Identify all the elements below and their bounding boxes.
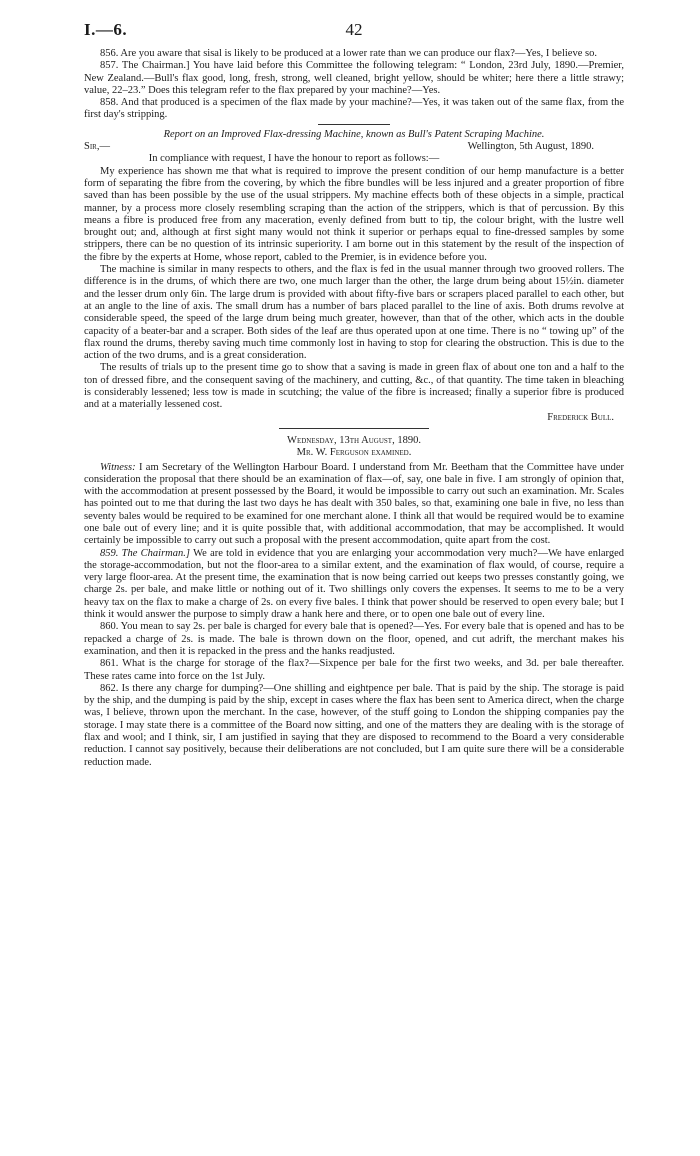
paragraph-lead: 859. The Chairman.] [100, 547, 190, 559]
witness-heading: Mr. W. Ferguson examined. [296, 447, 412, 459]
question-858: 858. And that produced is a specimen of the flax made by your machine?—Yes, it was taken out of the same flax, from the first day's stripping. [84, 97, 624, 121]
page-number: 42 [345, 20, 363, 39]
question-861: 861. What is the charge for storage of the flax?—Sixpence per bale for the first two weeks, and 3d. per bale thereafter. These rates came into force on the 1st July. [84, 658, 624, 682]
question-857: 857. The Chairman.] You have laid before this Committee the following telegram: “ London, 23rd July, 1890.—Premier, New Zealand.—Bull's flax good, long, fresh, strong, well cleaned, bright yellow, should be whiter; here there a little strawy; value, 22–23.” Does this telegram refer to the flax prepared by your machine?—Yes. [84, 60, 624, 96]
report-paragraph: The results of trials up to the present time go to show that a saving is made in green flax of about one ton and a half to the ton of dressed fibre, and the consequent saving of the machinery, and cutting, &c., of that quantity. The time taken in bleaching is considerably lessened; less tow is made in scutching; the value of the fibre is increased; finally a superior fibre is produced and at a materially lessened cost. [84, 362, 624, 411]
report-title: Report on an Improved Flax-dressing Machine, known as Bull's Patent Scraping Machine. [163, 128, 545, 140]
question-862: 862. Is there any charge for dumping?—One shilling and eightpence per bale. That is paid by the ship. The storage is paid by the ship, and the dumping is paid by the ship, except in cases where the flax has been sent to America direct, when the charge was, I believe, thrown upon the merchant. In the case, however, of the stuff going to London the shipping companies pay the storage. I may state there is a committee of the Board now sitting, and one of the matters they are dealing with is the storage of flax and wool; and I think, sir, I am justified in saying that they are disposed to recommend to the Board a very considerable reduction. I cannot say positively, because their deliberations are not concluded, but I am quite sure there will be a considerable reduction made. [84, 682, 624, 768]
question-856: 856. Are you aware that sisal is likely to be produced at a lower rate than we can produce our flax?—Yes, I believe so. [100, 48, 597, 59]
report-paragraph: My experience has shown me that what is required to improve the present condition of our hemp manufacture is a better form of separating the fibre from the covering, by which the fibre bundles will be less injured and a greater proportion of fibre saved than has been possible by the use of the usual strippers. My machine effects both of these objects in a simple, practical manner, by a process more closely resembling scraping than the action of the strippers, which is that of percussion. By this means a fibre is produced free from any maceration, evenly defined from butt to tip, the colour bright, with the lustre well brought out; and, although at first sight many would not think it superior or perhaps equal to fine-dressed samples by some strippers, there can be no question of its intrinsic superiority. I am borne out in this statement by the result of the inspection of the fibre by the experts at Home, whose report, cabled to the Premier, is in evidence before you. [84, 165, 624, 263]
report-paragraph: The machine is similar in many respects to others, and the flax is fed in the usual manner through two grooved rollers. The difference is in the drums, of which there are two, one much larger than the other, the large drum being about 15½in. diameter and the lesser drum only 6in. The large drum is provided with about fifty-five bars or scrapers placed parallel to each other, but at an angle to the line of axis. The small drum has a number of bars placed parallel to the line of axis. Both drums revolve at considerable speed, the speed of the large drum being much greater, however, than that of the other, which acts in the double capacity of a beater-bar and a scraper. Both sides of the leaf are thus operated upon at one time. There is no “ towing up” of the flax round the drums, thereby saving much time commonly lost in having to stop for clearing the obstruction. This is due to the action of the two drums, and is a great consideration. [84, 264, 624, 362]
report-intro: In compliance with request, I have the honour to report as follows:— [148, 153, 440, 165]
paragraph-text: I am Secretary of the Wellington Harbour Board. I understand from Mr. Beetham that the Committee have under consideration the proposal that there should be an examination of flax—of, say, one bale in five. I am strongly of opinion that, with the accommodation at present possessed by the Board, it would be impossible to carry out such an examination. Mr. Scales has pointed out to me that during the last two days he has dealt with 350 bales, so that, examining one bale in five, no less than seventy bales would be required to be examined for one merchant alone. I think all that would be required would be to examine one bale out of every line; and it is quite possible that, with additional accommodation, that may be accomplished. It would certainly be impossible to carry out such a proposal with the present accommodation, quite apart from the cost. [84, 461, 624, 547]
question-859 [84, 548, 624, 622]
witness-statement [84, 462, 624, 548]
section-divider [318, 124, 390, 125]
report-signature-row [84, 412, 624, 424]
report-heading-row [84, 141, 624, 153]
question-860: 860. You mean to say 2s. per bale is charged for every bale that is opened?—Yes. For every bale that is opened and has to be repacked a charge of 2s. is made. The bale is thrown down on the floor, opened, and cut adrift, the merchant makes his examination, and then it is repacked in the press and the hanks readjusted. [84, 621, 624, 657]
paragraph-text: We are told in evidence that you are enlarging your accommodation very much?—We have enlarged the storage-accommodation, but not the floor-area to a similar extent, and the examination of flax would, of course, require a very large floor-area. At the present time, the examination that is now being carried out keeps two presses constantly going, we charge 2s. per bale, and make little or nothing out of it. Two shillings only covers the expenses. It seems to me to be a very heavy tax on the flax to make a charge of 2s. on every five bales. I think that power should be reserved to open every bale; but I think it would answer the purpose to simply draw a hank here and there, or to open one bale out of every line. [84, 547, 624, 621]
document-reference: I.—6. [84, 20, 128, 39]
report-salutation: Sir,— [84, 141, 110, 153]
report-place-date: Wellington, 5th August, 1890. [467, 141, 594, 153]
session-divider [279, 428, 429, 429]
session-date: Wednesday, 13th August, 1890. [287, 434, 421, 446]
report-signature: Frederick Bull. [547, 411, 614, 423]
paragraph-lead: Witness: [100, 461, 136, 473]
page-header [84, 20, 624, 48]
page-body [84, 48, 624, 769]
